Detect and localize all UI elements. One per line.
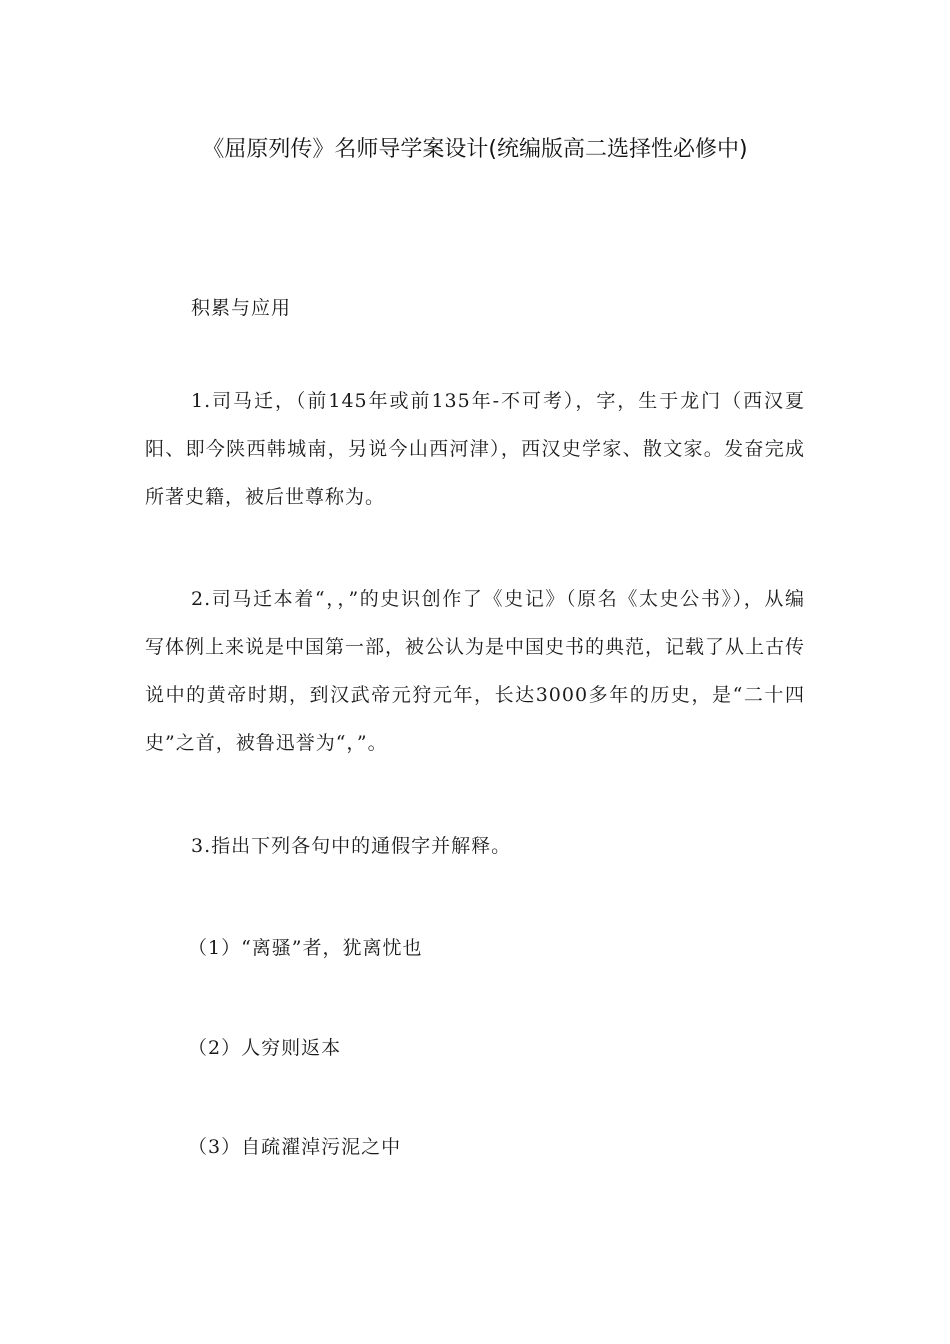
section-heading — [145, 284, 805, 332]
list-item: （2）人穷则返本 — [188, 1037, 342, 1059]
section-heading-text: 积累与应用 — [191, 297, 292, 319]
list-item: （1）“离骚”者，犹离忧也 — [188, 937, 423, 959]
paragraph-1-text: 1.司马迁，（前145年或前135年-不可考），字，生于龙门（西汉夏阳、即今陕西韩城南，另说今山西河津），西汉史学家、散文家。发奋完成所著史籍，被后世尊称为。 — [145, 390, 805, 508]
paragraph-3 — [145, 822, 805, 870]
paragraph-2-text: 2.司马迁本着“，，”的史识创作了《史记》（原名《太史公书》），从编写体例上来说是中国第一部，被公认为是中国史书的典范，记载了从上古传说中的黄帝时期，到汉武帝元狩元年，长达3000多年的历史，是“二十四史”之首，被鲁迅誉为“，”。 — [145, 588, 806, 754]
paragraph-3-text: 3.指出下列各句中的通假字并解释。 — [191, 835, 512, 857]
paragraph-2 — [145, 575, 805, 767]
paragraph-1 — [145, 377, 805, 521]
list-item: （3）自疏濯淖污泥之中 — [188, 1136, 402, 1158]
document-title: 《屈原列传》名师导学案设计(统编版高二选择性必修中) — [202, 137, 748, 162]
